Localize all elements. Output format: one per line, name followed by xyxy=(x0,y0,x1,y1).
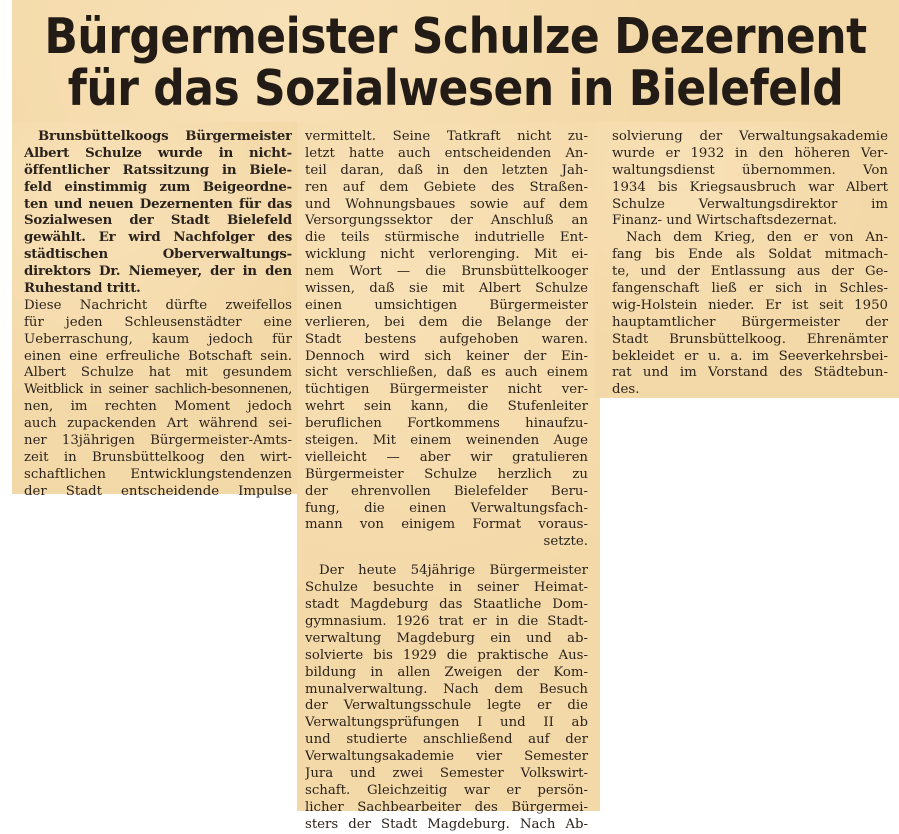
article-line: schaft. Gleichzeitig war er persön- xyxy=(305,782,588,798)
article-line: der Verwaltungsschule legte er die xyxy=(305,698,588,714)
article-line: Stadt Brunsbüttelkoog. Ehrenämter xyxy=(612,331,888,347)
paragraph-gap xyxy=(305,551,588,563)
article-line: vielleicht — aber wir gratulieren xyxy=(305,449,588,465)
article-line: ren auf dem Gebiete des Straßen- xyxy=(305,179,588,195)
article-line: nen, im rechten Moment jedoch xyxy=(24,399,292,415)
article-line: 1934 bis Kriegsausbruch war Albert xyxy=(612,179,888,195)
article-column-2 xyxy=(305,129,588,834)
article-line: für jeden Schleusenstädter eine xyxy=(24,314,292,330)
article-line: einen umsichtigen Bürgermeister xyxy=(305,297,588,313)
article-line: Schulze besuchte in seiner Heimat- xyxy=(305,580,588,596)
article-column-1 xyxy=(24,129,292,501)
article-line: fang bis Ende als Soldat mitmach- xyxy=(612,247,888,263)
article-line: sters der Stadt Magdeburg. Nach Ab- xyxy=(305,816,588,832)
article-line: direktors Dr. Niemeyer, der in den xyxy=(24,264,292,280)
article-line: steigen. Mit einem weinenden Auge xyxy=(305,433,588,449)
article-line: feld einstimmig zum Beigeordne- xyxy=(24,179,292,195)
article-line: Verwaltungsakademie vier Semester xyxy=(305,749,588,765)
article-line: Sozialwesen der Stadt Bielefeld xyxy=(24,213,292,229)
article-line: Weitblick in seiner sachlich-besonnenen, xyxy=(24,382,292,398)
article-line: Ueberraschung, kaum jedoch für xyxy=(24,331,292,347)
article-line: nem Wort — die Brunsbüttelkooger xyxy=(305,264,588,280)
article-line: solvierte bis 1929 die praktische Aus- xyxy=(305,647,588,663)
article-line: und studierte anschließend auf der xyxy=(305,732,588,748)
article-line: wissen, daß sie mit Albert Schulze xyxy=(305,281,588,297)
article-line: der ehrenvollen Bielefelder Beru- xyxy=(305,483,588,499)
article-line: beruflichen Fortkommens hinaufzu- xyxy=(305,416,588,432)
article-line: Dennoch wird sich keiner der Ein- xyxy=(305,348,588,364)
article-line: licher Sachbearbeiter des Bürgermei- xyxy=(305,799,588,815)
article-line: Nach dem Krieg, den er von An- xyxy=(626,230,888,246)
article-line: munalverwaltung. Nach dem Besuch xyxy=(305,681,588,697)
article-line: gewählt. Er wird Nachfolger des xyxy=(24,230,292,246)
article-line: die teils stürmische indutrielle Ent- xyxy=(305,230,588,246)
article-line: mann von einigem Format voraus- xyxy=(305,517,588,533)
article-line: Ruhestand tritt. xyxy=(24,281,141,297)
article-column-3 xyxy=(612,129,888,399)
article-line: tüchtigen Bürgermeister nicht ver- xyxy=(305,382,588,398)
article-line: rat und im Vorstand des Städtebun- xyxy=(612,365,888,381)
article-line: Brunsbüttelkoogs Bürgermeister xyxy=(38,129,292,144)
article-line: auch zupackenden Art während sei- xyxy=(24,416,292,432)
article-line: Versorgungssektor der Anschluß an xyxy=(305,213,588,229)
article-line: fangenschaft ließ er sich in Schles- xyxy=(612,281,888,297)
article-line: setzte. xyxy=(543,534,588,550)
article-line: bildung in allen Zweigen der Kom- xyxy=(305,664,588,680)
article-line: bekleidet er u. a. im Seeverkehrsbei- xyxy=(612,348,888,364)
article-line: Schulze Verwaltungsdirektor im xyxy=(612,196,888,212)
article-line: te, und der Entlassung aus der Ge- xyxy=(612,264,888,280)
article-line: ner 13jährigen Bürgermeister-Amts- xyxy=(24,433,292,449)
article-line: des. xyxy=(612,382,640,398)
article-line: vermittelt. Seine Tatkraft nicht zu- xyxy=(305,129,588,144)
headline-line-2: für das Sozialwesen in Bielefeld xyxy=(67,60,844,118)
article-line: verwaltung Magdeburg ein und ab- xyxy=(305,630,588,646)
article-line: ten und neuen Dezernenten für das xyxy=(24,196,292,212)
article-line: letzt hatte auch entscheidenden An- xyxy=(305,145,588,161)
article-line: stadt Magdeburg das Staatliche Dom- xyxy=(305,597,588,613)
article-line: Jura und zwei Semester Volkswirt- xyxy=(305,765,588,781)
article-line: Diese Nachricht dürfte zweifellos xyxy=(24,297,292,313)
article-line: sicht verschließen, daß es auch einem xyxy=(305,365,588,381)
article-line: waltungsdienst übernommen. Von xyxy=(612,162,888,178)
article-line: teil daran, daß in den letzten Jah- xyxy=(305,162,588,178)
article-line: verlieren, bei dem die Belange der xyxy=(305,314,588,330)
article-line: und Wohnungsbaues sowie auf dem xyxy=(305,196,588,212)
headline-line-1: Bürgermeister Schulze Dezernent xyxy=(44,8,867,66)
article-line: Bürgermeister Schulze herzlich zu xyxy=(305,466,588,482)
article-line: Albert Schulze wurde in nicht- xyxy=(24,145,292,161)
article-line: einen eine erfreuliche Botschaft sein. xyxy=(24,348,292,364)
article-line: Verwaltungsprüfungen I und II ab xyxy=(305,715,588,731)
article-line: solvierung der Verwaltungsakademie xyxy=(612,129,888,144)
article-line: der Stadt entscheidende Impulse xyxy=(24,483,292,499)
article-line: wurde er 1932 in den höheren Ver- xyxy=(612,145,888,161)
article-line: gymnasium. 1926 trat er in die Stadt- xyxy=(305,613,588,629)
article-line: Albert Schulze hat mit gesundem xyxy=(24,365,292,381)
article-line: Finanz- und Wirtschaftsdezernat. xyxy=(612,213,838,229)
article-line: Der heute 54jährige Bürgermeister xyxy=(319,563,588,579)
article-line: schaftlichen Entwicklungstendenzen xyxy=(24,466,292,482)
article-line: wicklung nicht verlorenging. Mit ei- xyxy=(305,247,588,263)
article-line: städtischen Oberverwaltungs- xyxy=(24,247,292,263)
article-line: fung, die einen Verwaltungsfach- xyxy=(305,500,588,516)
article-line: Stadt bestens aufgehoben waren. xyxy=(305,331,588,347)
article-line: wig-Holstein nieder. Er ist seit 1950 xyxy=(612,297,888,313)
article-line: wehrt sein kann, die Stufenleiter xyxy=(305,399,588,415)
article-line: öffentlicher Ratssitzung in Biele- xyxy=(24,162,292,178)
article-line: hauptamtlicher Bürgermeister der xyxy=(612,314,888,330)
article-line: zeit in Brunsbüttelkoog den wirt- xyxy=(24,449,292,465)
